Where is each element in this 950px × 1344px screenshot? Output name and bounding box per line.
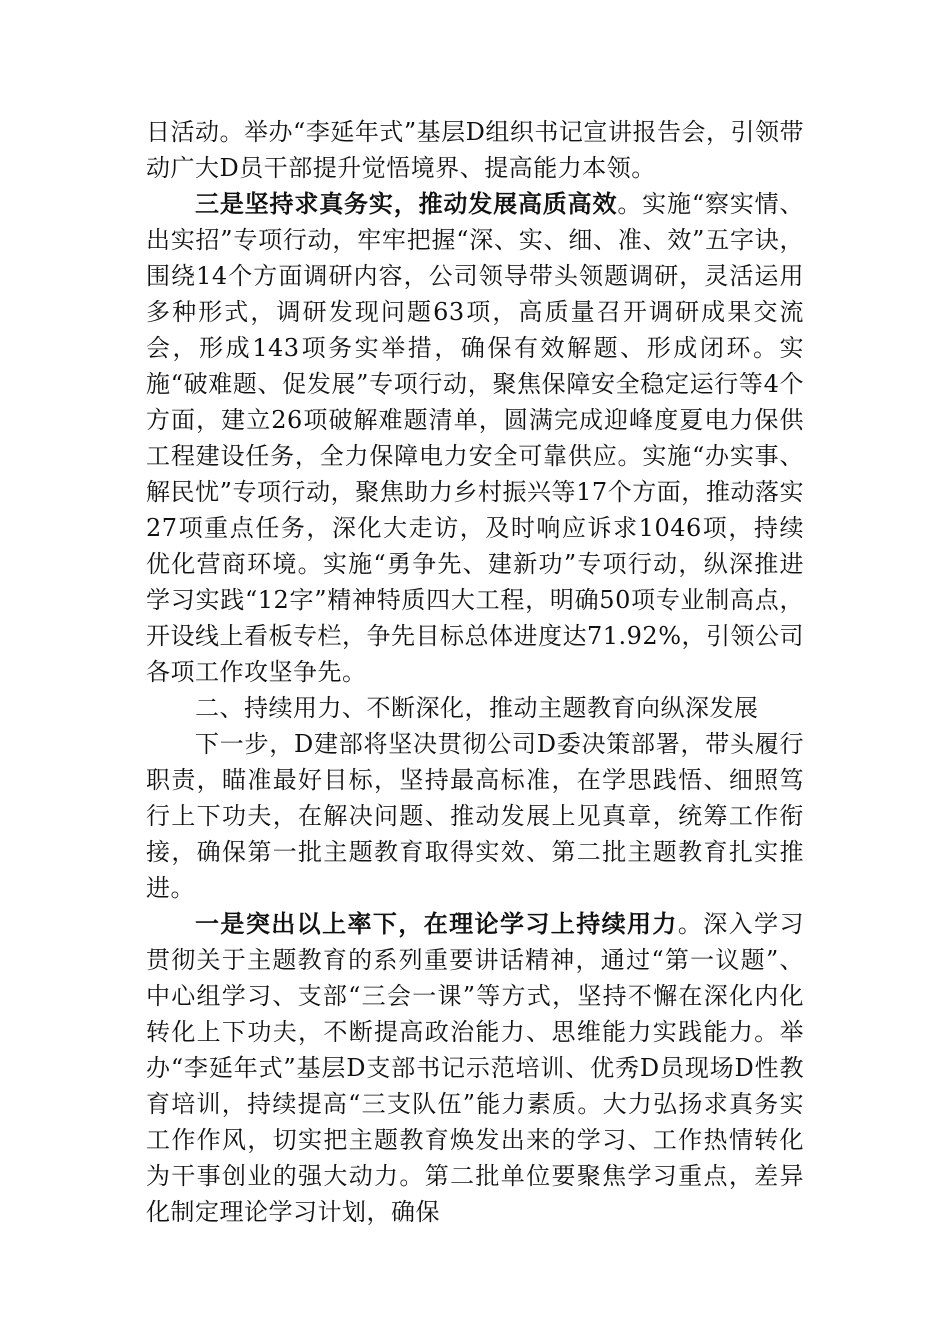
paragraph-point-one: [146, 906, 804, 1230]
section-heading: 二、持续用力、不断深化，推动主题教育向纵深发展: [195, 694, 759, 722]
paragraph-text: 。深入学习贯彻关于主题教育的系列重要讲话精神，通过“第一议题”、中心组学习、支部“三会一课”等方式，坚持不懈在深化内化转化上下功夫，不断提高政治能力、思维能力实践能力。举办“李延年式”基层D支部书记示范培训、优秀D员现场D性教育培训，持续提高“三支队伍”能力素质。大力弘扬求真务实工作作风，切实把主题教育焕发出来的学习、工作热情转化为干事创业的强大动力。第二批单位要聚焦学习重点，差异化制定理论学习计划，确保: [146, 910, 805, 1226]
paragraph-lead: 三是坚持求真务实，推动发展高质高效: [195, 190, 618, 218]
document-page: [146, 114, 804, 1230]
paragraph-text: 。实施“察实情、出实招”专项行动，牢牢把握“深、实、细、准、效”五字诀，围绕14个方面调研内容，公司领导带头领题调研，灵活运用多种形式，调研发现问题63项，高质量召开调研成果交流会，形成143项务实举措，确保有效解题、形成闭环。实施“破难题、促发展”专项行动，聚焦保障安全稳定运行等4个方面，建立26项破解难题清单，圆满完成迎峰度夏电力保供工程建设任务，全力保障电力安全可靠供应。实施“办实事、解民忧”专项行动，聚焦助力乡村振兴等17个方面，推动落实27项重点任务，深化大走访，及时响应诉求1046项，持续优化营商环境。实施“勇争先、建新功”专项行动，纵深推进学习实践“12字”精神特质四大工程，明确50项专业制高点，开设线上看板专栏，争先目标总体进度达71.92%，引领公司各项工作攻坚争先。: [146, 190, 805, 686]
paragraph-text: 日活动。举办“李延年式”基层D组织书记宣讲报告会，引领带动广大D员干部提升觉悟境界、提高能力本领。: [146, 118, 804, 182]
paragraph-continued: [146, 114, 804, 186]
paragraph-point-three: [146, 186, 804, 690]
paragraph-next-step: [146, 726, 804, 906]
paragraph-lead: 一是突出以上率下，在理论学习上持续用力: [195, 910, 678, 938]
paragraph-text: 下一步，D建部将坚决贯彻公司D委决策部署，带头履行职责，瞄准最好目标，坚持最高标准，在学思践悟、细照笃行上下功夫，在解决问题、推动发展上见真章，统筹工作衔接，确保第一批主题教育取得实效、第二批主题教育扎实推进。: [146, 730, 804, 902]
